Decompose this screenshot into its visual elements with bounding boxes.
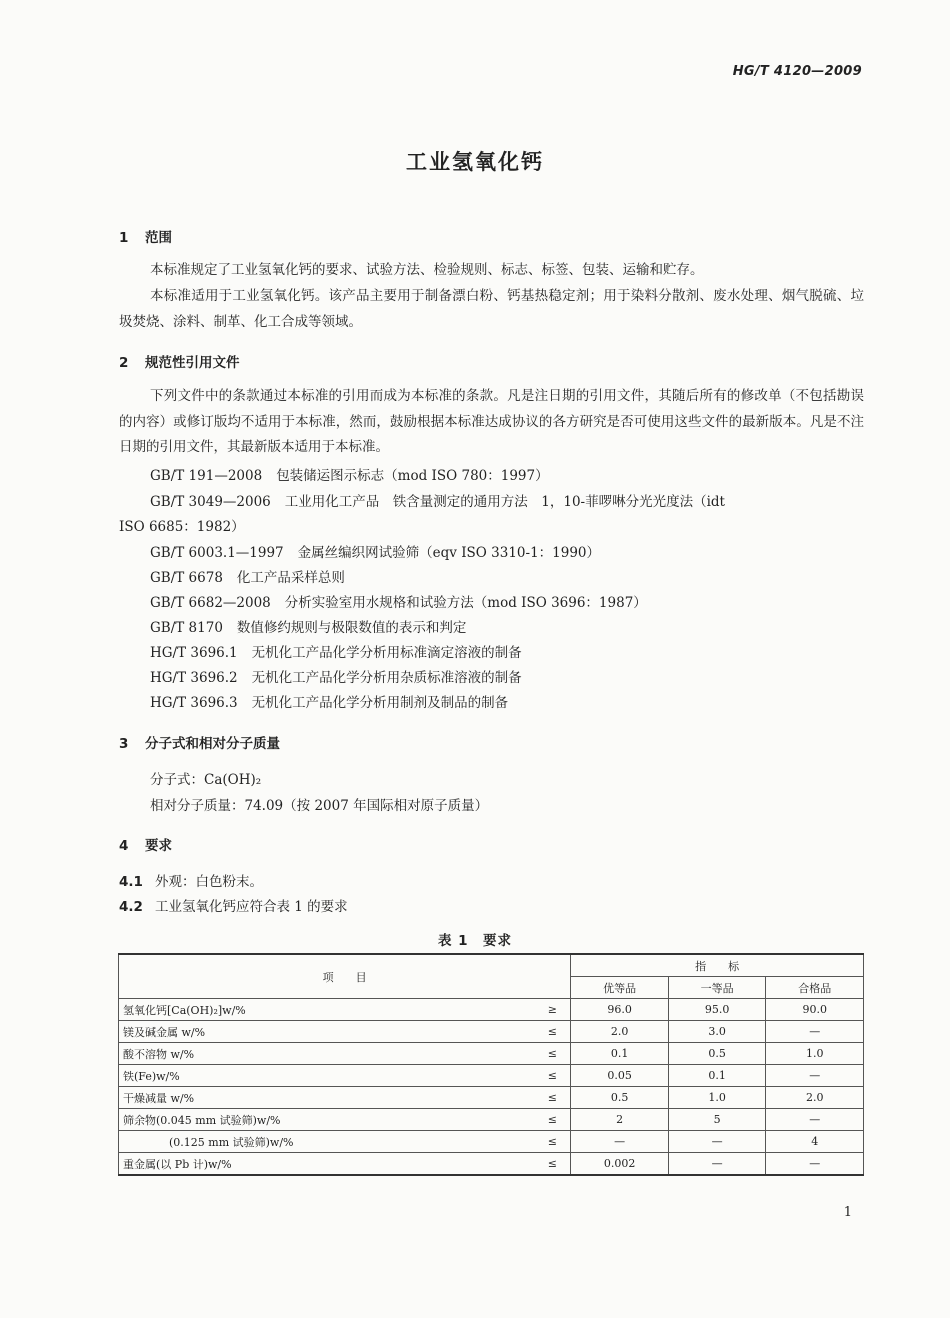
- subsection-text: 外观：白色粉末。: [155, 874, 263, 890]
- row-item: 氢氧化钙[Ca(OH)₂]w/%: [119, 999, 535, 1021]
- reference-code: GB/T 8170: [150, 620, 223, 636]
- section-number: 2: [119, 355, 129, 371]
- requirements-table: [118, 953, 864, 1176]
- row-comparator: ≤: [534, 1109, 571, 1131]
- row-value: —: [766, 1153, 864, 1176]
- reference-item: [150, 566, 345, 586]
- row-value: 0.1: [571, 1043, 669, 1065]
- subsection-text: 工业氢氧化钙应符合表 1 的要求: [155, 899, 348, 915]
- section-number: 3: [119, 736, 129, 752]
- subsection-4-1: [119, 870, 263, 890]
- reference-title: 化工产品采样总则: [236, 570, 345, 586]
- reference-item: [150, 490, 725, 510]
- row-comparator: ≤: [534, 1153, 571, 1176]
- section-number: 1: [119, 230, 129, 246]
- table-header-row: [119, 954, 864, 977]
- reference-code: GB/T 6003.1—1997: [150, 545, 284, 561]
- row-comparator: ≥: [534, 999, 571, 1021]
- section-number: 4: [119, 838, 129, 854]
- section-1-paragraph-2: 本标准适用于工业氢氧化钙。该产品主要用于制备漂白粉、钙基热稳定剂；用于染料分散剂、废水处理、烟气脱硫、垃圾焚烧、涂料、制革、化工合成等领域。: [119, 288, 864, 330]
- reference-title: 金属丝编织网试验筛（eqv ISO 3310-1：1990）: [297, 545, 601, 561]
- row-value: 5: [668, 1109, 766, 1131]
- table-row: [119, 1043, 864, 1065]
- row-value: —: [766, 1065, 864, 1087]
- row-value: 96.0: [571, 999, 669, 1021]
- row-value: 1.0: [668, 1087, 766, 1109]
- reference-code: GB/T 191—2008: [150, 468, 263, 484]
- row-value: 0.5: [571, 1087, 669, 1109]
- row-value: 90.0: [766, 999, 864, 1021]
- section-4-heading: [119, 834, 172, 854]
- section-title: 分子式和相对分子质量: [145, 736, 280, 752]
- section-2-paragraph-1: 下列文件中的条款通过本标准的引用而成为本标准的条款。凡是注日期的引用文件，其随后所有的修改单（不包括勘误的内容）或修订版均不适用于本标准，然而，鼓励根据本标准达成协议的各方研究是否可使用这些文件的最新版本。凡是不注日期的引用文件，其最新版本适用于本标准。: [119, 388, 864, 455]
- section-title: 范围: [145, 230, 172, 246]
- row-value: —: [571, 1131, 669, 1153]
- reference-item: [150, 541, 600, 561]
- molecular-formula: 分子式：Ca(OH)₂: [150, 772, 262, 788]
- row-value: 2.0: [571, 1021, 669, 1043]
- section-3-heading: [119, 732, 280, 752]
- section-title: 规范性引用文件: [145, 355, 240, 371]
- row-value: 2: [571, 1109, 669, 1131]
- reference-code: GB/T 3049—2006: [150, 494, 271, 510]
- table-caption: 表 1 要求: [437, 933, 513, 949]
- table-row: [119, 999, 864, 1021]
- reference-title: 无机化工产品化学分析用标准滴定溶液的制备: [251, 645, 522, 661]
- reference-title: 分析实验室用水规格和试验方法（mod ISO 3696：1987）: [284, 595, 647, 611]
- row-value: 3.0: [668, 1021, 766, 1043]
- section-1-heading: [119, 226, 172, 246]
- row-comparator: ≤: [534, 1087, 571, 1109]
- row-item: (0.125 mm 试验筛)w/%: [119, 1131, 535, 1153]
- row-item: 干燥减量 w/%: [119, 1087, 535, 1109]
- table-row: [119, 1021, 864, 1043]
- document-title: 工业氢氧化钙: [406, 150, 544, 174]
- row-value: 0.05: [571, 1065, 669, 1087]
- header-grade: 一等品: [668, 977, 766, 999]
- section-title: 要求: [145, 838, 172, 854]
- reference-code: HG/T 3696.1: [150, 645, 238, 661]
- row-value: 0.5: [668, 1043, 766, 1065]
- reference-code: GB/T 6678: [150, 570, 223, 586]
- header-item: 项 目: [119, 954, 571, 999]
- header-index: 指 标: [571, 954, 864, 977]
- reference-title: 工业用化工产品 铁含量测定的通用方法 1，10-菲啰啉分光光度法（idt: [284, 494, 725, 510]
- reference-code: HG/T 3696.2: [150, 670, 238, 686]
- table-row: [119, 1153, 864, 1176]
- reference-item: [150, 641, 522, 661]
- subsection-number: 4.1: [119, 874, 143, 890]
- row-value: 0.002: [571, 1153, 669, 1176]
- row-value: —: [766, 1109, 864, 1131]
- row-value: —: [668, 1153, 766, 1176]
- header-grade: 优等品: [571, 977, 669, 999]
- reference-title: 无机化工产品化学分析用制剂及制品的制备: [251, 695, 509, 711]
- row-value: 4: [766, 1131, 864, 1153]
- table-row: [119, 1087, 864, 1109]
- page-number: 1: [843, 1205, 852, 1220]
- reference-item: [150, 691, 508, 711]
- row-value: 1.0: [766, 1043, 864, 1065]
- table-row: [119, 1131, 864, 1153]
- reference-item: [150, 666, 522, 686]
- molecular-mass: 相对分子质量：74.09（按 2007 年国际相对原子质量）: [150, 798, 489, 814]
- section-2-heading: [119, 351, 240, 371]
- reference-title: 无机化工产品化学分析用杂质标准溶液的制备: [251, 670, 522, 686]
- row-item: 重金属(以 Pb 计)w/%: [119, 1153, 535, 1176]
- row-item: 镁及碱金属 w/%: [119, 1021, 535, 1043]
- row-item: 筛余物(0.045 mm 试验筛)w/%: [119, 1109, 535, 1131]
- row-comparator: ≤: [534, 1131, 571, 1153]
- table-row: [119, 1109, 864, 1131]
- reference-title: ISO 6685：1982）: [119, 519, 245, 535]
- reference-item: [150, 591, 647, 611]
- row-comparator: ≤: [534, 1065, 571, 1087]
- row-value: 0.1: [668, 1065, 766, 1087]
- row-comparator: ≤: [534, 1021, 571, 1043]
- standard-number: HG/T 4120—2009: [732, 64, 862, 79]
- header-grade: 合格品: [766, 977, 864, 999]
- row-value: —: [668, 1131, 766, 1153]
- row-comparator: ≤: [534, 1043, 571, 1065]
- row-item: 酸不溶物 w/%: [119, 1043, 535, 1065]
- row-item: 铁(Fe)w/%: [119, 1065, 535, 1087]
- reference-item: [150, 464, 549, 484]
- row-value: —: [766, 1021, 864, 1043]
- reference-code: GB/T 6682—2008: [150, 595, 271, 611]
- reference-code: HG/T 3696.3: [150, 695, 238, 711]
- table-row: [119, 1065, 864, 1087]
- subsection-number: 4.2: [119, 899, 143, 915]
- row-value: 95.0: [668, 999, 766, 1021]
- section-1-paragraph-1: 本标准规定了工业氢氧化钙的要求、试验方法、检验规则、标志、标签、包装、运输和贮存。: [150, 262, 704, 278]
- reference-title: 包装储运图示标志（mod ISO 780：1997）: [276, 468, 549, 484]
- reference-item-continuation: [119, 515, 245, 535]
- reference-item: [150, 616, 466, 636]
- subsection-4-2: [119, 895, 348, 915]
- reference-title: 数值修约规则与极限数值的表示和判定: [236, 620, 467, 636]
- row-value: 2.0: [766, 1087, 864, 1109]
